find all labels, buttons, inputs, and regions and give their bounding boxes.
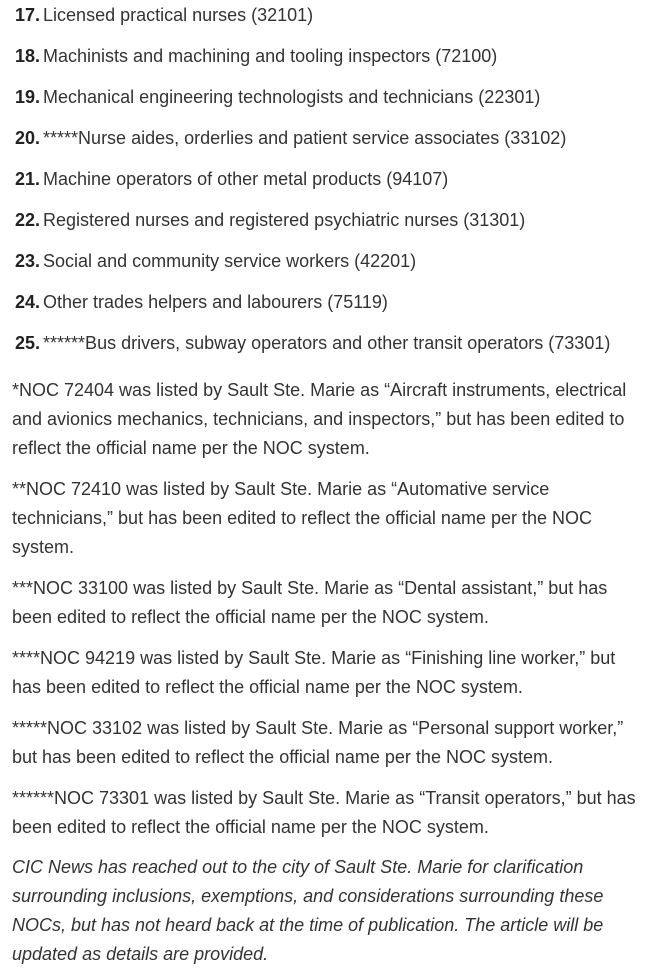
list-item [12,6,644,47]
list-item-number: 19. [15,87,41,107]
list-item-text: Other trades helpers and labourers (75119) [43,292,388,312]
list-item-number: 21. [15,169,41,189]
footnotes [12,376,644,842]
list-item-number: 23. [15,251,41,271]
list-item [12,252,644,293]
list-item [12,211,644,252]
article-body [0,6,652,969]
footnote: ****NOC 94219 was listed by Sault Ste. Marie as “Finishing line worker,” but has been edited to reflect the official name per the NOC system. [12,648,616,697]
list-item-number: 22. [15,210,41,230]
list-item-text: Mechanical engineering technologists and technicians (22301) [43,87,541,107]
list-item-text: Licensed practical nurses (32101) [43,5,314,25]
list-item-number: 18. [15,46,41,66]
list-item-text: Machine operators of other metal products (94107) [43,169,449,189]
editorial-note: CIC News has reached out to the city of Sault Ste. Marie for clarification surrounding inclusions, exemptions, and considerations surrounding these NOCs, but has not heard back at the time of publication. The article will be updated as details are provided. [12,857,604,964]
list-item [12,88,644,129]
footnote: ***NOC 33100 was listed by Sault Ste. Marie as “Dental assistant,” but has been edited to reflect the official name per the NOC system. [12,578,608,627]
list-item-number: 25. [15,333,41,353]
list-item-number: 20. [15,128,41,148]
list-item-text: *****Nurse aides, orderlies and patient service associates (33102) [43,128,567,148]
list-item-text: Machinists and machining and tooling inspectors (72100) [43,46,498,66]
list-item-text: ******Bus drivers, subway operators and other transit operators (73301) [43,333,611,353]
list-item [12,293,644,334]
footnote: **NOC 72410 was listed by Sault Ste. Marie as “Automative service technicians,” but has been edited to reflect the official name per the NOC system. [12,479,592,557]
list-item [12,129,644,170]
list-item-text: Registered nurses and registered psychiatric nurses (31301) [43,210,526,230]
list-item-text: Social and community service workers (42201) [43,251,417,271]
footnote: ******NOC 73301 was listed by Sault Ste. Marie as “Transit operators,” but has been edited to reflect the official name per the NOC system. [12,788,636,837]
list-item [12,170,644,211]
occupation-list [12,6,644,375]
list-item-number: 24. [15,292,41,312]
list-item [12,334,644,375]
footnote: *****NOC 33102 was listed by Sault Ste. Marie as “Personal support worker,” but has been edited to reflect the official name per the NOC system. [12,718,624,767]
footnote: *NOC 72404 was listed by Sault Ste. Marie as “Aircraft instruments, electrical and avionics mechanics, technicians, and inspectors,” but has been edited to reflect the official name per the NOC system. [12,380,627,458]
list-item-number: 17. [15,5,41,25]
list-item [12,47,644,88]
